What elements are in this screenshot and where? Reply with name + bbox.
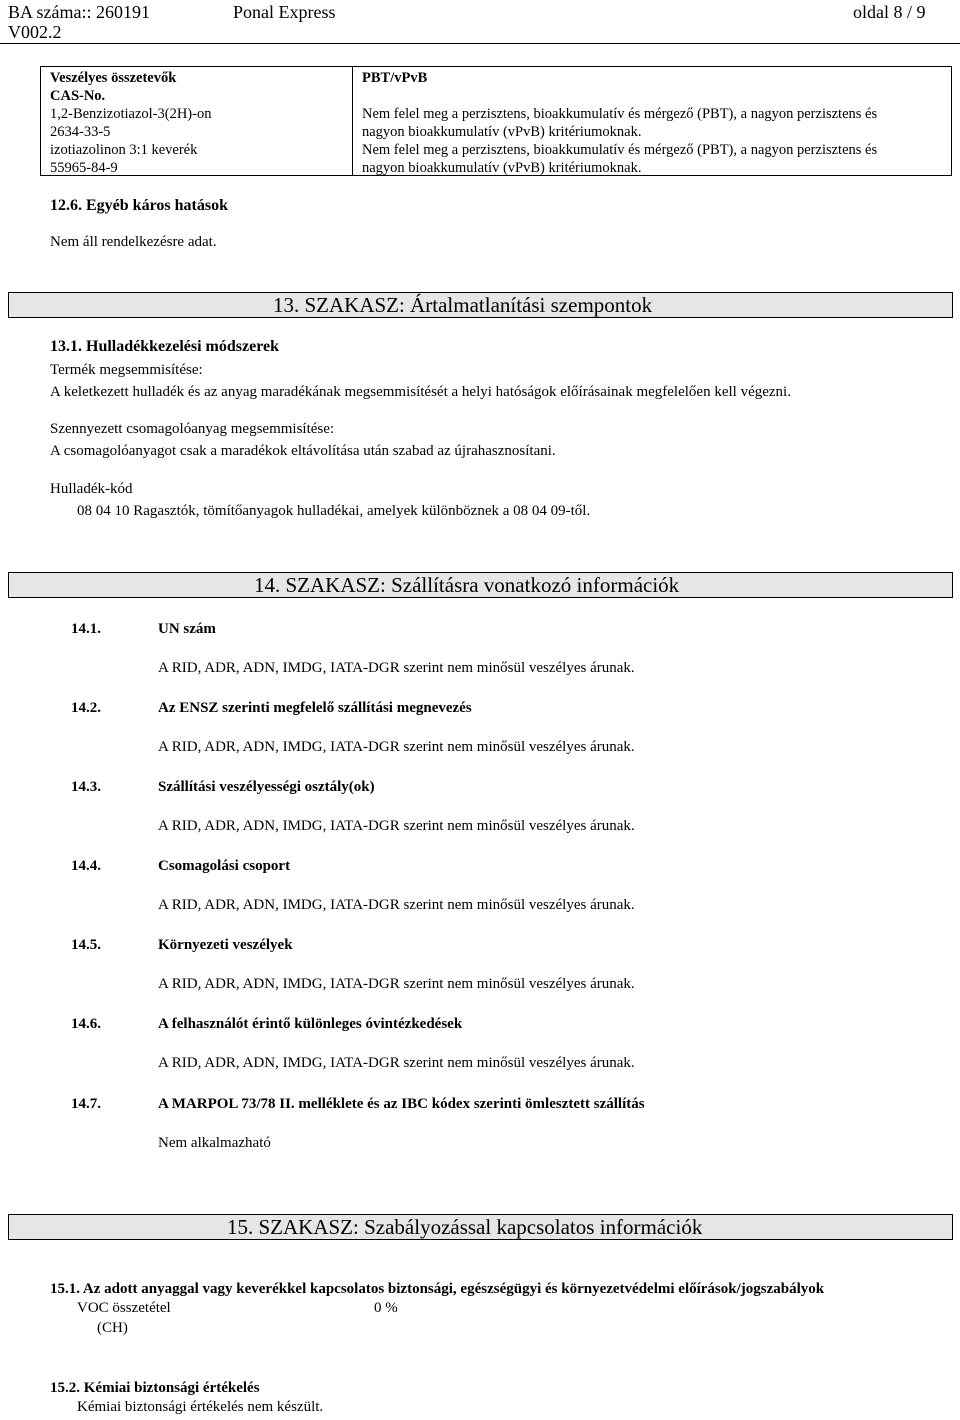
voc-sub-label: (CH)	[97, 1320, 128, 1336]
pbt-assessment: Nem felel meg a perzisztens, bioakkumulatív és mérgező (PBT), a nagyon perzisztens és	[362, 142, 878, 158]
transport-item-text: Nem alkalmazható	[158, 1135, 271, 1151]
pbt-assessment: Nem felel meg a perzisztens, bioakkumulatív és mérgező (PBT), a nagyon perzisztens és	[362, 106, 878, 122]
transport-item-label: Szállítási veszélyességi osztály(ok)	[158, 779, 375, 795]
section-13-title: 13. SZAKASZ: Ártalmatlanítási szempontok	[273, 293, 653, 317]
page-number: oldal 8 / 9	[853, 2, 926, 22]
table-header-components: Veszélyes összetevők	[50, 70, 177, 86]
transport-item-text: A RID, ADR, ADN, IMDG, IATA-DGR szerint nem minősül veszélyes árunak.	[158, 818, 635, 834]
transport-item-label: Csomagolási csoport	[158, 858, 291, 874]
header-divider	[0, 43, 960, 44]
packaging-disposal-text: A csomagolóanyagot csak a maradékok eltávolítása után szabad az újrahasznosítani.	[50, 443, 556, 459]
section-15-title: 15. SZAKASZ: Szabályozással kapcsolatos információk	[227, 1215, 703, 1239]
transport-item-text: A RID, ADR, ADN, IMDG, IATA-DGR szerint nem minősül veszélyes árunak.	[158, 1055, 635, 1071]
component-name: izotiazolinon 3:1 keverék	[50, 142, 198, 158]
product-disposal-text: A keletkezett hulladék és az anyag maradékának megsemmisítését a helyi hatóságok előírásainak megfelelően kell végezni.	[50, 384, 791, 400]
section-15-2-text: Kémiai biztonsági értékelés nem készült.	[77, 1399, 324, 1415]
document-version: V002.2	[8, 22, 62, 42]
document-id: BA száma:: 260191	[8, 2, 150, 22]
transport-item-label: A felhasználót érintő különleges óvintézkedések	[158, 1016, 463, 1032]
product-name: Ponal Express	[233, 2, 336, 22]
transport-item-number: 14.2.	[71, 700, 101, 716]
waste-code-text: 08 04 10 Ragasztók, tömítőanyagok hulladékai, amelyek különböznek a 08 04 09-től.	[77, 503, 591, 519]
pbt-table	[40, 66, 952, 176]
transport-item-label: A MARPOL 73/78 II. melléklete és az IBC kódex szerinti ömlesztett szállítás	[158, 1096, 645, 1112]
transport-item-number: 14.5.	[71, 937, 101, 953]
table-header-pbt: PBT/vPvB	[362, 70, 428, 86]
transport-item-text: A RID, ADR, ADN, IMDG, IATA-DGR szerint nem minősül veszélyes árunak.	[158, 660, 635, 676]
transport-item-text: A RID, ADR, ADN, IMDG, IATA-DGR szerint nem minősül veszélyes árunak.	[158, 739, 635, 755]
table-column-divider	[352, 67, 353, 175]
transport-item-number: 14.6.	[71, 1016, 101, 1032]
voc-label: VOC összetétel	[77, 1300, 171, 1316]
transport-item-number: 14.1.	[71, 621, 101, 637]
transport-item-label: Az ENSZ szerinti megfelelő szállítási megnevezés	[158, 700, 472, 716]
transport-item-text: A RID, ADR, ADN, IMDG, IATA-DGR szerint nem minősül veszélyes árunak.	[158, 897, 635, 913]
waste-code-label: Hulladék-kód	[50, 481, 133, 497]
pbt-assessment: nagyon bioakkumulatív (vPvB) kritériumoknak.	[362, 160, 642, 176]
table-header-cas: CAS-No.	[50, 88, 106, 104]
packaging-disposal-label: Szennyezett csomagolóanyag megsemmisítése:	[50, 421, 335, 437]
transport-item-number: 14.7.	[71, 1096, 101, 1112]
pbt-column	[362, 69, 877, 177]
product-disposal-label: Termék megsemmisítése:	[50, 362, 203, 378]
section-15-2-title: 15.2. Kémiai biztonsági értékelés	[50, 1380, 260, 1396]
transport-item-number: 14.3.	[71, 779, 101, 795]
section-12-6-title: 12.6. Egyéb káros hatások	[50, 197, 228, 214]
component-cas: 55965-84-9	[50, 160, 118, 176]
component-cas: 2634-33-5	[50, 124, 111, 140]
pbt-assessment: nagyon bioakkumulatív (vPvB) kritériumoknak.	[362, 124, 642, 140]
transport-item-label: UN szám	[158, 621, 216, 637]
section-13-1-title: 13.1. Hulladékkezelési módszerek	[50, 338, 280, 355]
section-12-6-text: Nem áll rendelkezésre adat.	[50, 234, 217, 250]
transport-item-text: A RID, ADR, ADN, IMDG, IATA-DGR szerint nem minősül veszélyes árunak.	[158, 976, 635, 992]
hazardous-components-column	[50, 69, 211, 177]
voc-value: 0 %	[374, 1300, 398, 1316]
transport-item-number: 14.4.	[71, 858, 101, 874]
section-14-title: 14. SZAKASZ: Szállításra vonatkozó információk	[254, 573, 680, 597]
section-15-1-title: 15.1. Az adott anyaggal vagy keverékkel kapcsolatos biztonsági, egészségügyi és környezetvédelmi előírások/jogszabályok	[50, 1281, 825, 1297]
component-name: 1,2-Benzizotiazol-3(2H)-on	[50, 106, 212, 122]
transport-item-label: Környezeti veszélyek	[158, 937, 293, 953]
